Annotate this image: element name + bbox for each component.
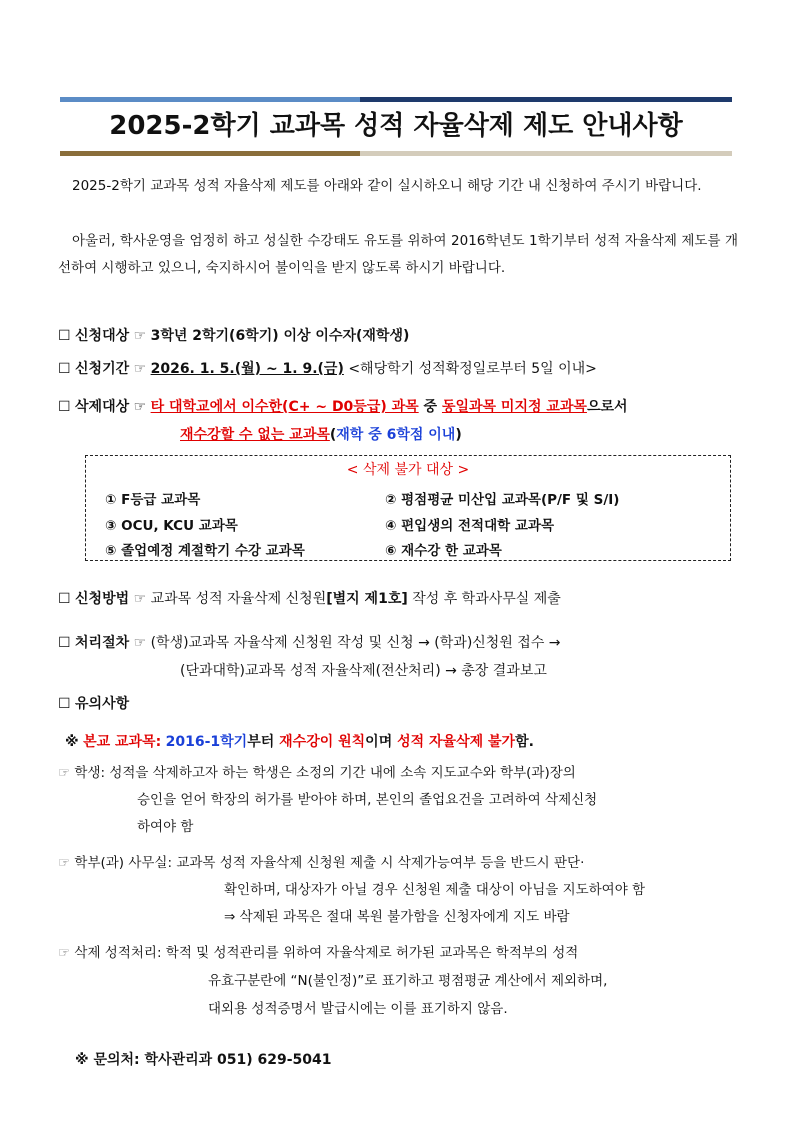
item-target-value: 3학년 2학기(6학기) 이상 이수자(재학생) xyxy=(150,328,410,344)
item-notes-label: 유의사항 xyxy=(75,696,130,712)
note-processing-line1: 학적 및 성적관리를 위하여 자율삭제로 허가된 교과목은 학적부의 성적 xyxy=(165,945,579,961)
item-deletion-part1: 타 대학교에서 이수한(C+ ~ D0등급) 과목 xyxy=(150,399,419,415)
title-bar-bottom-right xyxy=(360,151,732,156)
excluded-item: ⑤ 졸업예정 계절학기 수강 교과목 xyxy=(105,543,305,559)
pointing-hand-icon: ☞ xyxy=(133,399,147,415)
main-note-e: 이며 xyxy=(365,734,398,750)
excluded-box xyxy=(85,455,731,561)
excluded-item: ③ OCU, KCU 교과목 xyxy=(105,518,238,534)
reference-mark-icon: ※ xyxy=(65,734,79,750)
note-processing xyxy=(58,940,748,967)
contact-info: ※ 문의처: 학사관리과 051) 629-5041 xyxy=(75,1052,332,1068)
note-office-line3: ⇒ 삭제된 과목은 절대 복원 불가함을 신청자에게 지도 바람 xyxy=(224,909,570,925)
note-student xyxy=(58,760,748,787)
checkbox-icon: ☐ xyxy=(58,696,71,712)
note-processing-line2: 유효구분란에 “N(불인정)”로 표기하고 평점평균 계산에서 제외하며, xyxy=(208,973,608,989)
note-student-line1: 성적을 삭제하고자 하는 학생은 소정의 기간 내에 소속 지도교수와 학부(과)장의 xyxy=(109,765,576,781)
item-deletion-part8: ) xyxy=(455,427,462,443)
item-method xyxy=(58,588,561,610)
main-note-g: 함. xyxy=(515,734,534,750)
note-student-line2: 승인을 얻어 학장의 허가를 받아야 하며, 본인의 졸업요건을 고려하여 삭제신청 xyxy=(137,792,598,808)
pointing-hand-icon: ☞ xyxy=(133,361,147,377)
note-student-line3: 하여야 함 xyxy=(137,819,194,835)
item-method-label: 신청방법 xyxy=(75,591,130,607)
item-target-label: 신청대상 xyxy=(75,328,130,344)
item-deletion-line2 xyxy=(180,424,462,446)
checkbox-icon: ☐ xyxy=(58,361,71,377)
excluded-item: ② 평점평균 미산입 교과목(P/F 및 S/I) xyxy=(385,492,620,508)
item-period-label: 신청기간 xyxy=(75,361,130,377)
item-deletion-part2: 중 xyxy=(418,399,442,415)
item-period-value: 2026. 1. 5.(월) ~ 1. 9.(금) xyxy=(150,361,344,377)
checkbox-icon: ☐ xyxy=(58,399,71,415)
checkbox-icon: ☐ xyxy=(58,328,71,344)
item-deletion xyxy=(58,396,628,418)
item-deletion-part5: 재수강할 수 없는 교과목 xyxy=(180,427,330,443)
item-notes-header xyxy=(58,693,129,715)
title-bar-top-right xyxy=(360,97,732,102)
note-processing-label: 삭제 성적처리: xyxy=(74,945,162,961)
note-office-line1: 교과목 성적 자율삭제 신청원 제출 시 삭제가능여부 등을 반드시 판단· xyxy=(176,855,585,871)
item-method-form: [별지 제1호] xyxy=(326,591,408,607)
checkbox-icon: ☐ xyxy=(58,635,71,651)
item-method-rest: 작성 후 학과사무실 제출 xyxy=(407,591,561,607)
item-process-line1: (학생)교과목 자율삭제 신청원 작성 및 신청 → (학과)신청원 접수 → xyxy=(150,635,561,651)
main-note-b: 2016-1학기 xyxy=(165,734,248,750)
main-note-c: 부터 xyxy=(247,734,280,750)
intro-paragraph-1: 2025-2학기 교과목 성적 자율삭제 제도를 아래와 같이 실시하오니 해당 기간 내 신청하여 주시기 바랍니다. xyxy=(72,178,702,194)
item-process xyxy=(58,632,561,654)
note-office-label: 학부(과) 사무실: xyxy=(74,855,173,871)
item-deletion-label: 삭제대상 xyxy=(75,399,130,415)
title-bar-top-left xyxy=(60,97,360,102)
main-note-f: 성적 자율삭제 불가 xyxy=(397,734,516,750)
note-office xyxy=(58,850,748,877)
note-office-line2: 확인하며, 대상자가 아닐 경우 신청원 제출 대상이 아님을 지도하여야 함 xyxy=(224,882,646,898)
excluded-box-title: < 삭제 불가 대상 > xyxy=(346,462,470,478)
item-deletion-part4: 으로서 xyxy=(586,399,628,415)
item-deletion-part7: 재학 중 6학점 이내 xyxy=(336,427,456,443)
title-bar-bottom-left xyxy=(60,151,360,156)
note-processing-line3: 대외용 성적증명서 발급시에는 이를 표기하지 않음. xyxy=(208,1001,508,1017)
pointing-hand-icon: ☞ xyxy=(133,328,147,344)
item-deletion-part6: ( xyxy=(329,427,337,443)
pointing-hand-icon: ☞ xyxy=(58,855,71,871)
excluded-item: ① F등급 교과목 xyxy=(105,492,201,508)
pointing-hand-icon: ☞ xyxy=(133,591,147,607)
item-deletion-part3: 동일과목 미지정 교과목 xyxy=(441,399,587,415)
excluded-item: ④ 편입생의 전적대학 교과목 xyxy=(385,518,554,534)
pointing-hand-icon: ☞ xyxy=(58,945,71,961)
note-student-label: 학생: xyxy=(74,765,106,781)
pointing-hand-icon: ☞ xyxy=(58,765,71,781)
pointing-hand-icon: ☞ xyxy=(133,635,147,651)
item-period-note: <해당학기 성적확정일로부터 5일 이내> xyxy=(348,361,597,377)
item-process-line2: (단과대학)교과목 성적 자율삭제(전산처리) → 총장 결과보고 xyxy=(180,663,547,679)
page-title: 2025-2학기 교과목 성적 자율삭제 제도 안내사항 xyxy=(109,111,683,141)
checkbox-icon: ☐ xyxy=(58,591,71,607)
main-note xyxy=(65,731,534,753)
item-method-value: 교과목 성적 자율삭제 신청원 xyxy=(150,591,327,607)
excluded-item: ⑥ 재수강 한 교과목 xyxy=(385,543,502,559)
item-target xyxy=(58,325,409,347)
intro-paragraph-2: 아울러, 학사운영을 엄정히 하고 성실한 수강태도 유도를 위하여 2016학년도 1학기부터 성적 자율삭제 제도를 개선하여 시행하고 있으니, 숙지하시어 불이익을 받지 않도록 하시기 바랍니다. xyxy=(58,233,738,276)
main-note-d: 재수강이 원칙 xyxy=(279,734,366,750)
item-period xyxy=(58,358,597,380)
main-note-a: 본교 교과목: xyxy=(83,734,162,750)
item-process-label: 처리절차 xyxy=(75,635,130,651)
